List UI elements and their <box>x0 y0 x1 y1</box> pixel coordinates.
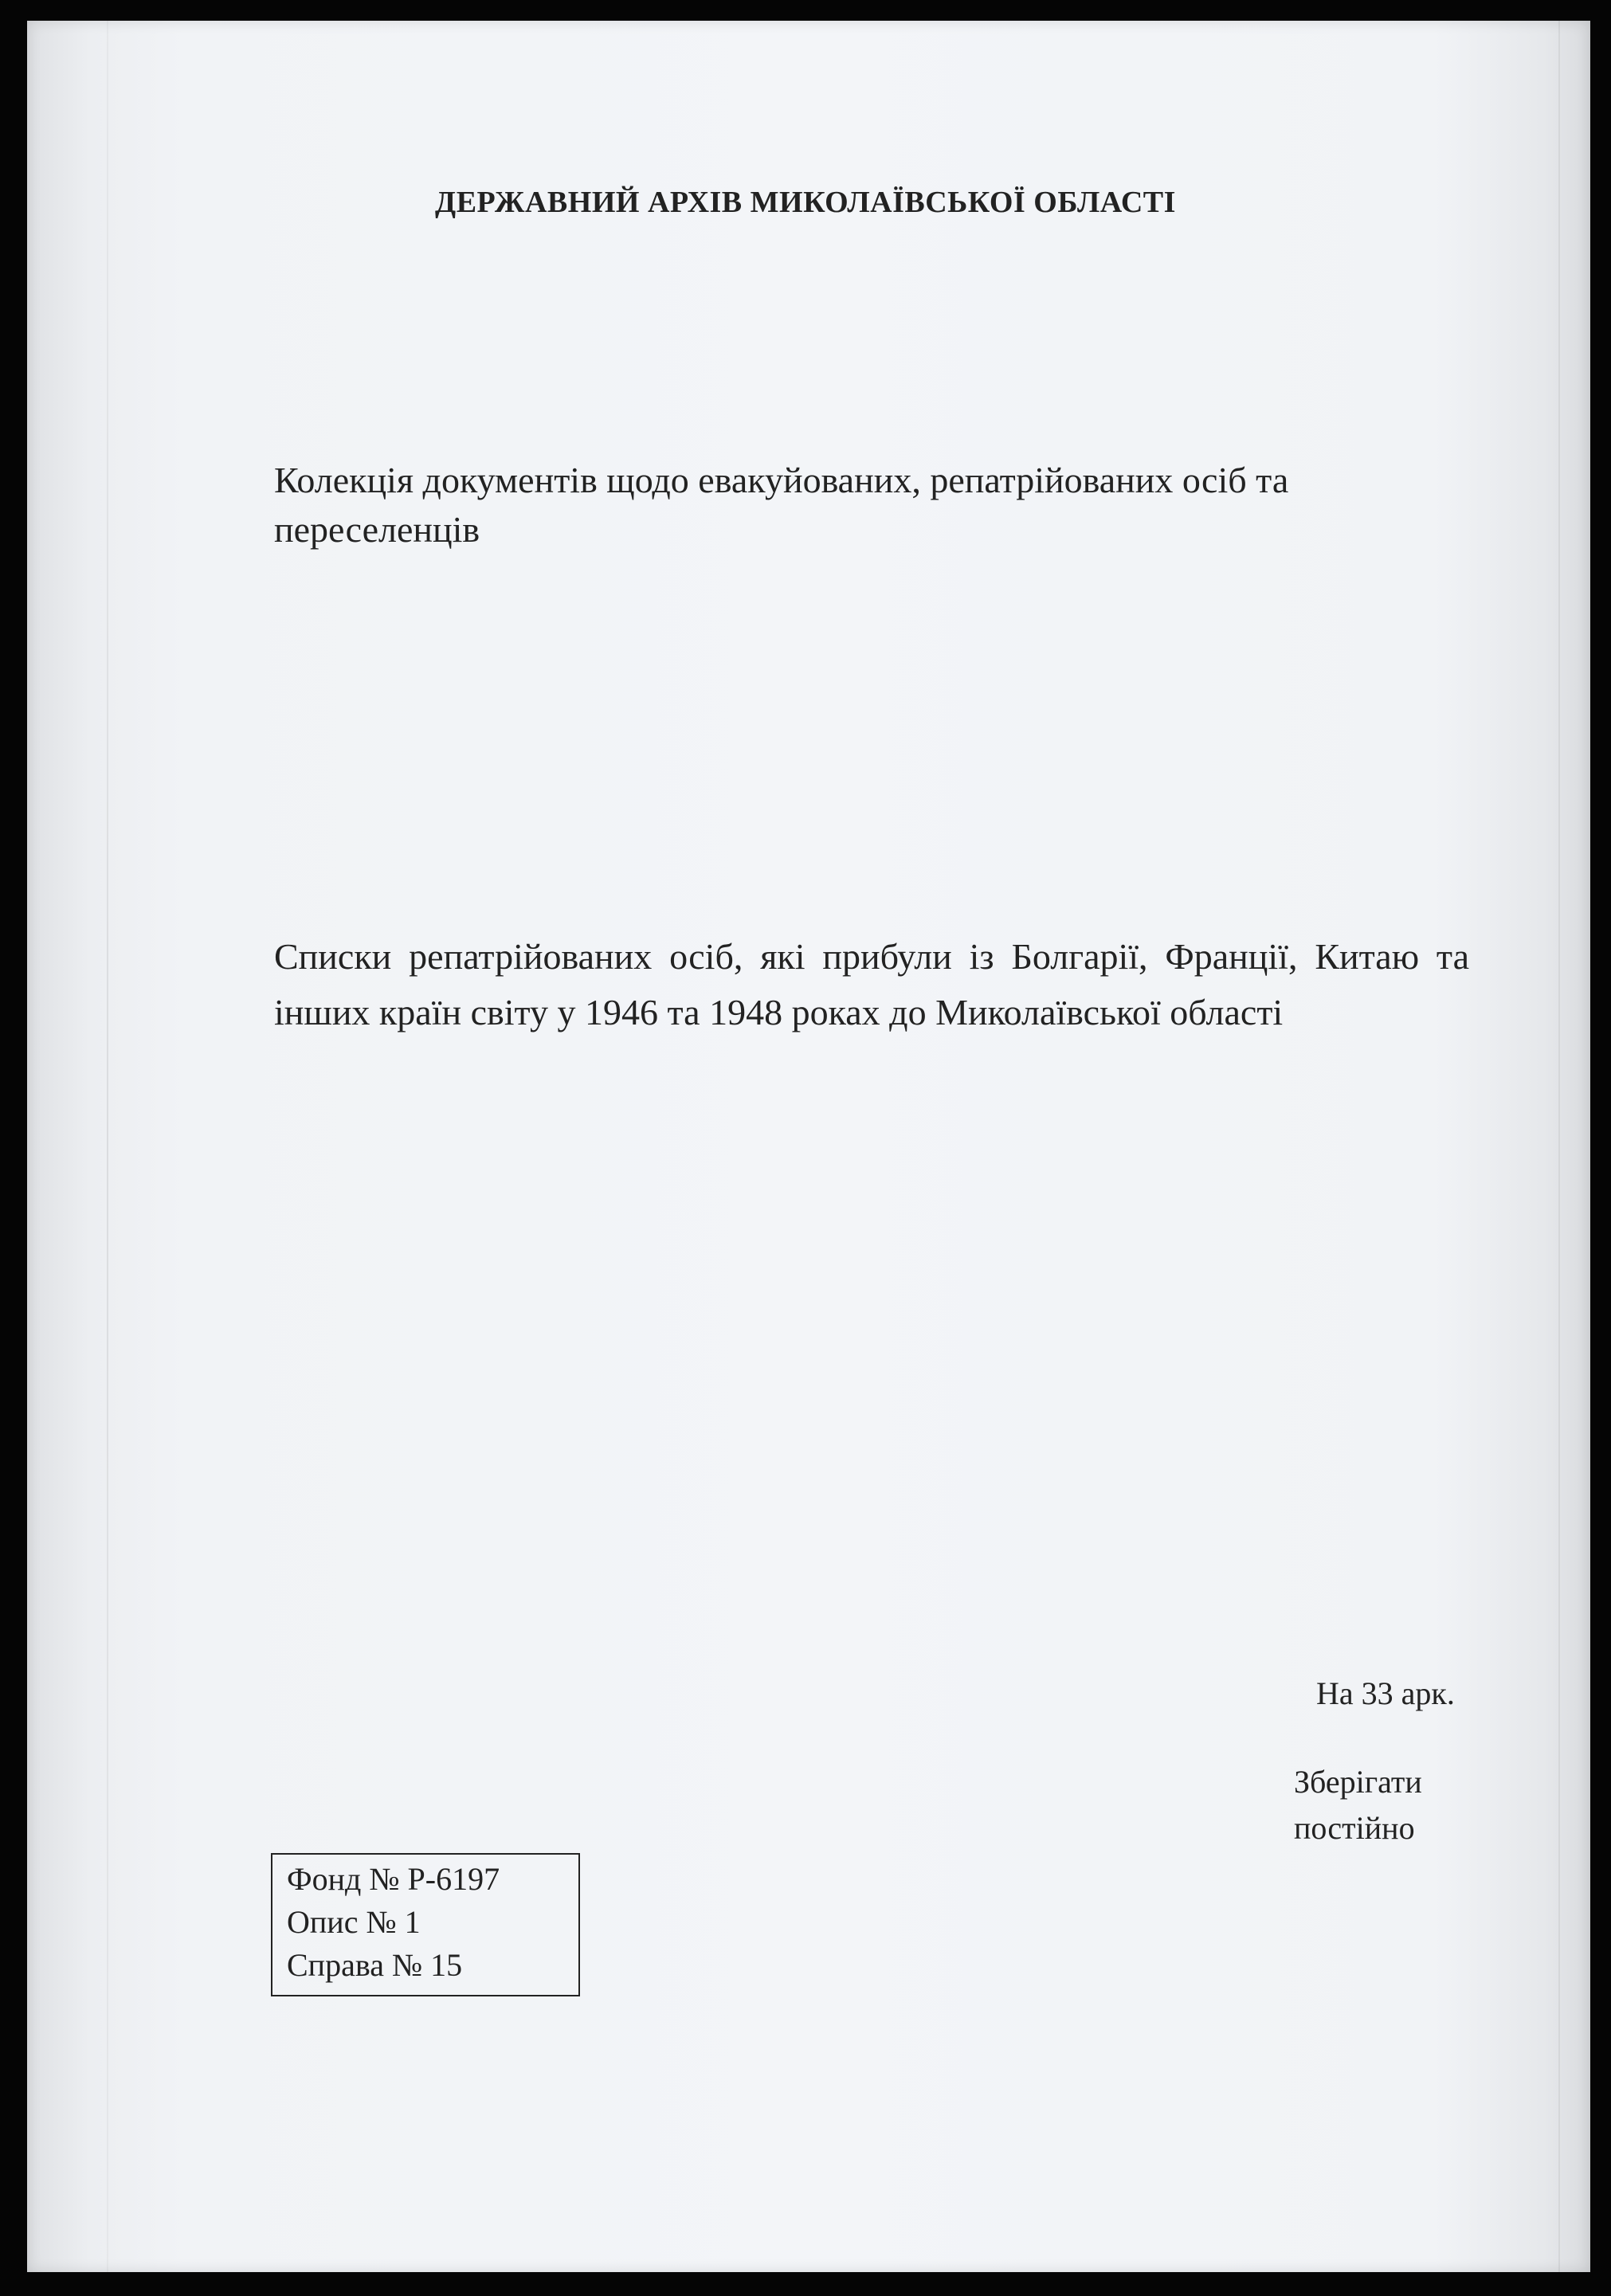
archive-title: ДЕРЖАВНИЙ АРХІВ МИКОЛАЇВСЬКОЇ ОБЛАСТІ <box>435 186 1176 219</box>
sheets-count: На 33 арк. <box>1316 1675 1455 1711</box>
retention-note <box>1294 1759 1422 1851</box>
paper-fold-right <box>1558 21 1560 2272</box>
retention-line-1: Зберігати <box>1294 1764 1422 1800</box>
paper-fold-left <box>107 21 108 2272</box>
paper-sheet <box>27 21 1590 2272</box>
archive-reference-box <box>271 1853 580 1996</box>
opys-number: Опис № 1 <box>287 1904 421 1940</box>
file-title: Списки репатрійованих осіб, які прибули із Болгарії, Франції, Китаю та інших країн світу у 1946 та 1948 роках до Миколаївської області <box>274 936 1469 1032</box>
fond-number: Фонд № Р-6197 <box>287 1861 500 1897</box>
collection-title: Колекція документів щодо евакуйованих, репатрійованих осіб та переселенців <box>274 460 1289 550</box>
retention-line-2: постійно <box>1294 1810 1415 1846</box>
sprava-number: Справа № 15 <box>287 1947 463 1983</box>
